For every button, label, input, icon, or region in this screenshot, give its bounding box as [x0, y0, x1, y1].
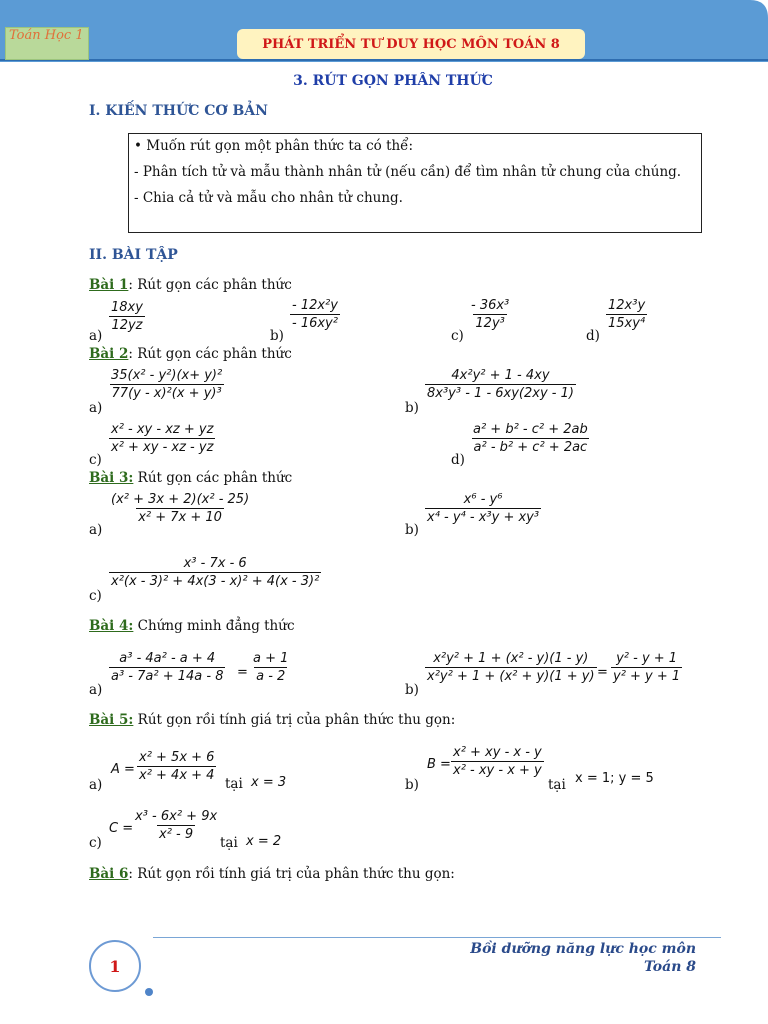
expression-name: C =: [109, 821, 134, 836]
equals-sign: =: [237, 665, 248, 680]
item-label: b): [270, 328, 284, 344]
denominator: 12yz: [111, 318, 143, 333]
footer-divider: [153, 937, 721, 938]
lesson-title: 3. RÚT GỌN PHÂN THỨC: [293, 73, 493, 89]
denominator: 8x³y³ - 1 - 6xy(2xy - 1): [427, 386, 574, 401]
footer-text: [420, 940, 696, 976]
denominator: y² + y + 1: [613, 669, 681, 684]
denominator: x² + 4x + 4: [139, 768, 215, 783]
numerator: x³ - 7x - 6: [183, 556, 247, 571]
denominator: x² - 9: [159, 827, 194, 842]
decorative-dot: [145, 988, 153, 996]
denominator: a - 2: [256, 669, 286, 684]
header-tag: Toán Học 1: [5, 27, 89, 60]
exercise-title: Bài 5:: [89, 712, 134, 728]
fraction: [469, 298, 511, 331]
item-label: c): [451, 328, 464, 344]
numerator: y² - y + 1: [616, 651, 678, 666]
fraction: [109, 556, 321, 589]
exercise-title: Bài 6: [89, 866, 129, 882]
fraction: [425, 492, 541, 525]
fraction-left: [425, 651, 597, 684]
numerator: x² - xy - xz + yz: [111, 422, 214, 437]
denominator: 12y³: [475, 316, 505, 331]
numerator: 12x³y: [608, 298, 646, 313]
condition: x = 2: [246, 834, 282, 849]
denominator: 77(y - x)²(x + y)³: [111, 386, 222, 401]
exercise-title: Bài 2: [89, 346, 129, 362]
exercise-title: Bài 1: [89, 277, 129, 293]
theory-line: - Phân tích tử và mẫu thành nhân tử (nếu cần) để tìm nhân tử chung của chúng.: [134, 164, 682, 180]
footer-line: Toán 8: [643, 959, 696, 975]
denominator: x² - xy - x + y: [453, 763, 542, 778]
item-label: b): [405, 522, 419, 538]
item-label: c): [89, 835, 102, 851]
numerator: x²y² + 1 + (x² - y)(1 - y): [433, 651, 589, 666]
denominator: 15xy⁴: [608, 316, 646, 331]
numerator: (x² + 3x + 2)(x² - 25): [111, 492, 250, 507]
fraction-right: [611, 651, 682, 684]
exercise-text: Rút gọn các phân thức: [133, 470, 293, 486]
denominator: x² + xy - xz - yz: [111, 440, 214, 455]
exercise-text: : Rút gọn các phân thức: [128, 277, 292, 293]
condition-word: tại: [548, 777, 566, 793]
fraction: [451, 745, 544, 778]
page-number: 1: [89, 940, 141, 992]
equals-sign: =: [597, 665, 608, 680]
fraction: [109, 300, 145, 333]
condition: x = 3: [251, 775, 287, 790]
fraction: [137, 750, 216, 783]
item-label: c): [89, 452, 102, 468]
fraction: [425, 368, 576, 401]
header-title: PHÁT TRIỂN TƯ DUY HỌC MÔN TOÁN 8: [237, 29, 585, 59]
fraction: [133, 809, 219, 842]
exercise-2-heading: [89, 346, 292, 362]
item-label: a): [89, 682, 103, 698]
footer-line: Bồi dưỡng năng lực học môn: [470, 941, 696, 957]
condition-word: tại: [220, 835, 238, 851]
item-label: a): [89, 777, 103, 793]
item-label: d): [586, 328, 600, 344]
fraction: [109, 492, 251, 525]
numerator: x⁶ - y⁶: [463, 492, 503, 507]
denominator: - 16xy²: [292, 316, 338, 331]
exercise-text: Chứng minh đẳng thức: [133, 618, 295, 634]
exercise-title: Bài 4:: [89, 618, 134, 634]
numerator: 35(x² - y²)(x+ y)²: [111, 368, 223, 383]
fraction: [109, 422, 215, 455]
denominator: a³ - 7a² + 14a - 8: [111, 669, 224, 684]
denominator: x²y² + 1 + (x² + y)(1 + y): [427, 669, 595, 684]
numerator: - 12x²y: [292, 298, 338, 313]
denominator: x² + 7x + 10: [138, 510, 222, 525]
exercise-3-heading: [89, 470, 292, 486]
exercise-5-heading: [89, 712, 455, 728]
item-label: a): [89, 522, 103, 538]
expression-name: A =: [111, 762, 135, 777]
item-label: b): [405, 777, 419, 793]
numerator: x² + xy - x - y: [453, 745, 542, 760]
fraction-right: [251, 651, 290, 684]
item-label: a): [89, 328, 103, 344]
item-label: b): [405, 400, 419, 416]
expression-name: B =: [427, 757, 451, 772]
numerator: a² + b² - c² + 2ab: [473, 422, 588, 437]
theory-line: - Chia cả tử và mẫu cho nhân tử chung.: [134, 190, 403, 206]
numerator: x³ - 6x² + 9x: [135, 809, 218, 824]
numerator: - 36x³: [471, 298, 510, 313]
item-label: b): [405, 682, 419, 698]
numerator: 4x²y² + 1 - 4xy: [451, 368, 550, 383]
exercise-1-heading: [89, 277, 292, 293]
exercise-text: : Rút gọn rồi tính giá trị của phân thức thu gọn:: [128, 866, 455, 882]
exercise-text: Rút gọn rồi tính giá trị của phân thức thu gọn:: [133, 712, 456, 728]
theory-box: [128, 133, 702, 233]
numerator: x² + 5x + 6: [139, 750, 215, 765]
theory-line: • Muốn rút gọn một phân thức ta có thể:: [134, 138, 414, 154]
fraction-left: [109, 651, 225, 684]
exercise-title: Bài 3:: [89, 470, 134, 486]
condition: x = 1; y = 5: [575, 771, 654, 786]
exercise-4-heading: [89, 618, 295, 634]
item-label: a): [89, 400, 103, 416]
numerator: a + 1: [253, 651, 289, 666]
fraction: [471, 422, 590, 455]
exercise-6-heading: [89, 866, 455, 882]
item-label: d): [451, 452, 465, 468]
denominator: x²(x - 3)² + 4x(3 - x)² + 4(x - 3)²: [111, 574, 320, 589]
section-heading-theory: I. KIẾN THỨC CƠ BẢN: [89, 103, 268, 119]
denominator: x⁴ - y⁴ - x³y + xy³: [427, 510, 540, 525]
denominator: a² - b² + c² + 2ac: [473, 440, 588, 455]
fraction: [109, 368, 224, 401]
condition-word: tại: [225, 776, 243, 792]
item-label: c): [89, 588, 102, 604]
exercise-1-items: [89, 298, 709, 346]
exercise-text: : Rút gọn các phân thức: [128, 346, 292, 362]
fraction: [606, 298, 647, 331]
section-heading-exercises: II. BÀI TẬP: [89, 247, 178, 263]
numerator: a³ - 4a² - a + 4: [119, 651, 216, 666]
numerator: 18xy: [111, 300, 143, 315]
fraction: [290, 298, 340, 331]
